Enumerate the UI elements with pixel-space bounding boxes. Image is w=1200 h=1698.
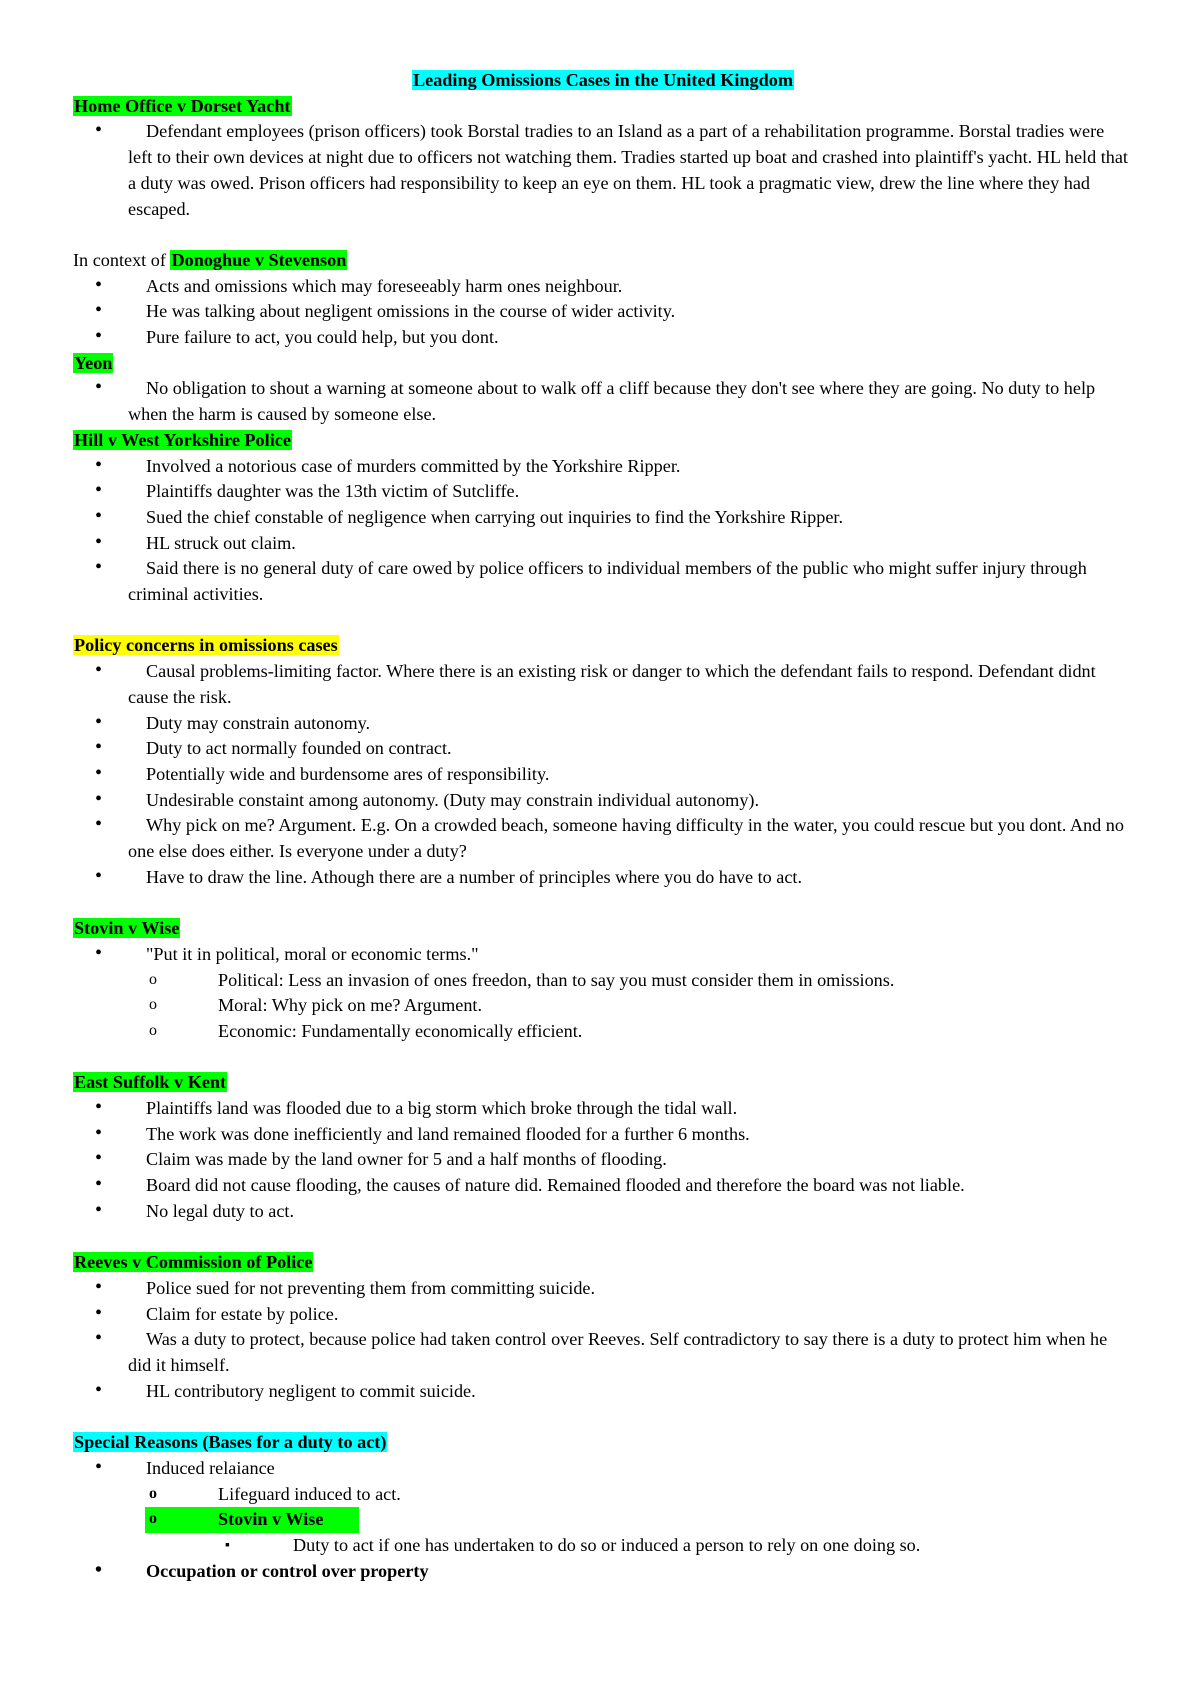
bullet-icon: •: [95, 1121, 103, 1144]
list-donoghue: [73, 274, 1133, 351]
bullet-icon: •: [95, 325, 103, 348]
bullet-icon: •: [95, 530, 103, 553]
list-item: • Involved a notorious case of murders committed by the Yorkshire Ripper.: [73, 454, 1133, 480]
bullet-icon: •: [95, 941, 103, 964]
bullet-icon: •: [95, 1096, 103, 1119]
circle-bullet-icon: o: [149, 1510, 157, 1528]
heading-donoghue: Donoghue v Stevenson: [171, 249, 347, 270]
circle-bullet-icon: o: [149, 996, 157, 1014]
document-title-text: Leading Omissions Cases in the United Kingdom: [413, 70, 793, 90]
list-item: • Was a duty to protect, because police had taken control over Reeves. Self contradictory to say there is a duty to protect him when he did it himself.: [95, 1327, 1108, 1376]
square-bullet-icon: ▪: [225, 1537, 230, 1553]
list-home-office: [73, 119, 1133, 222]
list-item: ▪ Duty to act if one has undertaken to do so or induced a person to rely on one doing so.: [73, 1533, 1133, 1559]
list-item: • Plaintiffs land was flooded due to a big storm which broke through the tidal wall.: [73, 1096, 1133, 1122]
list-item: • "Put it in political, moral or economic terms.": [73, 942, 1133, 968]
list-item: o Moral: Why pick on me? Argument.: [73, 993, 1133, 1019]
bullet-icon: •: [95, 659, 103, 682]
list-item: • HL struck out claim.: [73, 531, 1133, 557]
bullet-icon: •: [95, 556, 103, 579]
circle-bullet-icon: o: [149, 970, 157, 988]
bullet-icon: •: [95, 1455, 103, 1478]
bullet-icon: •: [95, 1378, 103, 1401]
list-item: • Potentially wide and burdensome ares of responsibility.: [73, 762, 1133, 788]
bullet-icon: •: [95, 761, 103, 784]
list-item: • Defendant employees (prison officers) took Borstal tradies to an Island as a part of a rehabilitation programme. Borstal tradies were left to their own devices at night due to officers not watching them. Tradies started up boat and crashed into plaintiff's yacht. HL held that a duty was owed. Prison officers had responsibility to keep an eye on them. HL took a pragmatic view, drew the line where they had escaped.: [95, 119, 1128, 219]
document-title: [73, 68, 1133, 94]
circle-bullet-icon: o: [149, 1021, 157, 1039]
list-item: • Have to draw the line. Athough there are a number of principles where you do have to act.: [73, 865, 1133, 891]
list-yeon: [73, 376, 1133, 427]
circle-bullet-icon: o: [149, 1484, 157, 1502]
list-item: • Plaintiffs daughter was the 13th victim of Sutcliffe.: [73, 479, 1133, 505]
list-item: • Acts and omissions which may foreseeably harm ones neighbour.: [73, 274, 1133, 300]
bullet-icon: •: [95, 1173, 103, 1196]
bullet-icon: •: [95, 1301, 103, 1324]
bullet-icon: •: [95, 453, 103, 476]
list-item: o Economic: Fundamentally economically efficient.: [73, 1019, 1133, 1045]
heading-yeon: Yeon: [74, 352, 113, 373]
list-east-suffolk: [73, 1096, 1133, 1225]
list-item: • Said there is no general duty of care owed by police officers to individual members of the public who might suffer injury through criminal activities.: [95, 556, 1087, 605]
list-item: • Occupation or control over property: [73, 1559, 1133, 1585]
bullet-icon: •: [95, 1147, 103, 1170]
list-item: • Induced relaiance: [73, 1456, 1133, 1482]
bullet-icon: •: [95, 504, 103, 527]
list-item: • Causal problems-limiting factor. Where there is an existing risk or danger to which the defendant fails to respond. Defendant didnt cause the risk.: [95, 659, 1096, 707]
list-item: • HL contributory negligent to commit suicide.: [73, 1379, 1133, 1405]
list-item: • Duty to act normally founded on contract.: [73, 736, 1133, 762]
list-item: • Pure failure to act, you could help, but you dont.: [73, 325, 1133, 351]
bullet-icon: •: [95, 119, 103, 142]
list-item: • Duty may constrain autonomy.: [73, 711, 1133, 737]
list-item: • Sued the chief constable of negligence when carrying out inquiries to find the Yorkshire Ripper.: [73, 505, 1133, 531]
heading-special-reasons: Special Reasons (Bases for a duty to act): [74, 1432, 387, 1453]
list-item: • He was talking about negligent omissions in the course of wider activity.: [73, 299, 1133, 325]
bullet-icon: •: [95, 479, 103, 502]
heading-stovin: Stovin v Wise: [74, 918, 180, 939]
document-page: [73, 68, 1133, 1584]
heading-policy: Policy concerns in omissions cases: [74, 635, 338, 656]
bullet-icon: •: [95, 813, 103, 836]
bullet-icon: •: [95, 736, 103, 759]
list-item: o Lifeguard induced to act.: [73, 1482, 1133, 1508]
list-item: o Stovin v Wise: [73, 1507, 1133, 1533]
bullet-icon: •: [95, 710, 103, 733]
heading-east-suffolk: East Suffolk v Kent: [74, 1072, 227, 1093]
list-item: • Why pick on me? Argument. E.g. On a crowded beach, someone having difficulty in the water, you could rescue but you dont. And no one else does either. Is everyone under a duty?: [95, 813, 1124, 862]
list-policy: [73, 659, 1133, 890]
list-item: • No legal duty to act.: [73, 1199, 1133, 1225]
bullet-icon: •: [95, 864, 103, 887]
list-item: • Police sued for not preventing them from committing suicide.: [73, 1276, 1133, 1302]
list-item: • Claim was made by the land owner for 5 and a half months of flooding.: [73, 1147, 1133, 1173]
list-item: • Board did not cause flooding, the causes of nature did. Remained flooded and therefore the board was not liable.: [73, 1173, 1133, 1199]
bullet-icon: •: [95, 1275, 103, 1298]
heading-home-office: Home Office v Dorset Yacht: [74, 95, 291, 116]
list-hill: [73, 454, 1133, 608]
list-item: • Undesirable constaint among autonomy. (Duty may constrain individual autonomy).: [73, 788, 1133, 814]
list-special-reasons: [73, 1456, 1133, 1585]
list-item: • The work was done inefficiently and land remained flooded for a further 6 months.: [73, 1122, 1133, 1148]
list-item: o Political: Less an invasion of ones freedon, than to say you must consider them in omissions.: [73, 968, 1133, 994]
bullet-icon: •: [95, 273, 103, 296]
bullet-icon: •: [95, 787, 103, 810]
bullet-icon: •: [95, 299, 103, 322]
heading-reeves: Reeves v Commission of Police: [74, 1252, 313, 1273]
list-item: • No obligation to shout a warning at someone about to walk off a cliff because they don't see where they are going. No duty to help when the harm is caused by someone else.: [95, 376, 1096, 425]
bullet-icon: •: [95, 376, 103, 399]
bullet-icon: •: [95, 1327, 103, 1350]
bullet-icon: •: [95, 1198, 103, 1221]
bullet-icon: •: [95, 1558, 103, 1581]
list-reeves: [73, 1276, 1133, 1405]
list-item: • Claim for estate by police.: [73, 1302, 1133, 1328]
list-stovin: [73, 942, 1133, 1045]
heading-hill: Hill v West Yorkshire Police: [74, 429, 291, 450]
paragraph-donoghue-context: In context of Donoghue v Stevenson: [73, 249, 347, 270]
